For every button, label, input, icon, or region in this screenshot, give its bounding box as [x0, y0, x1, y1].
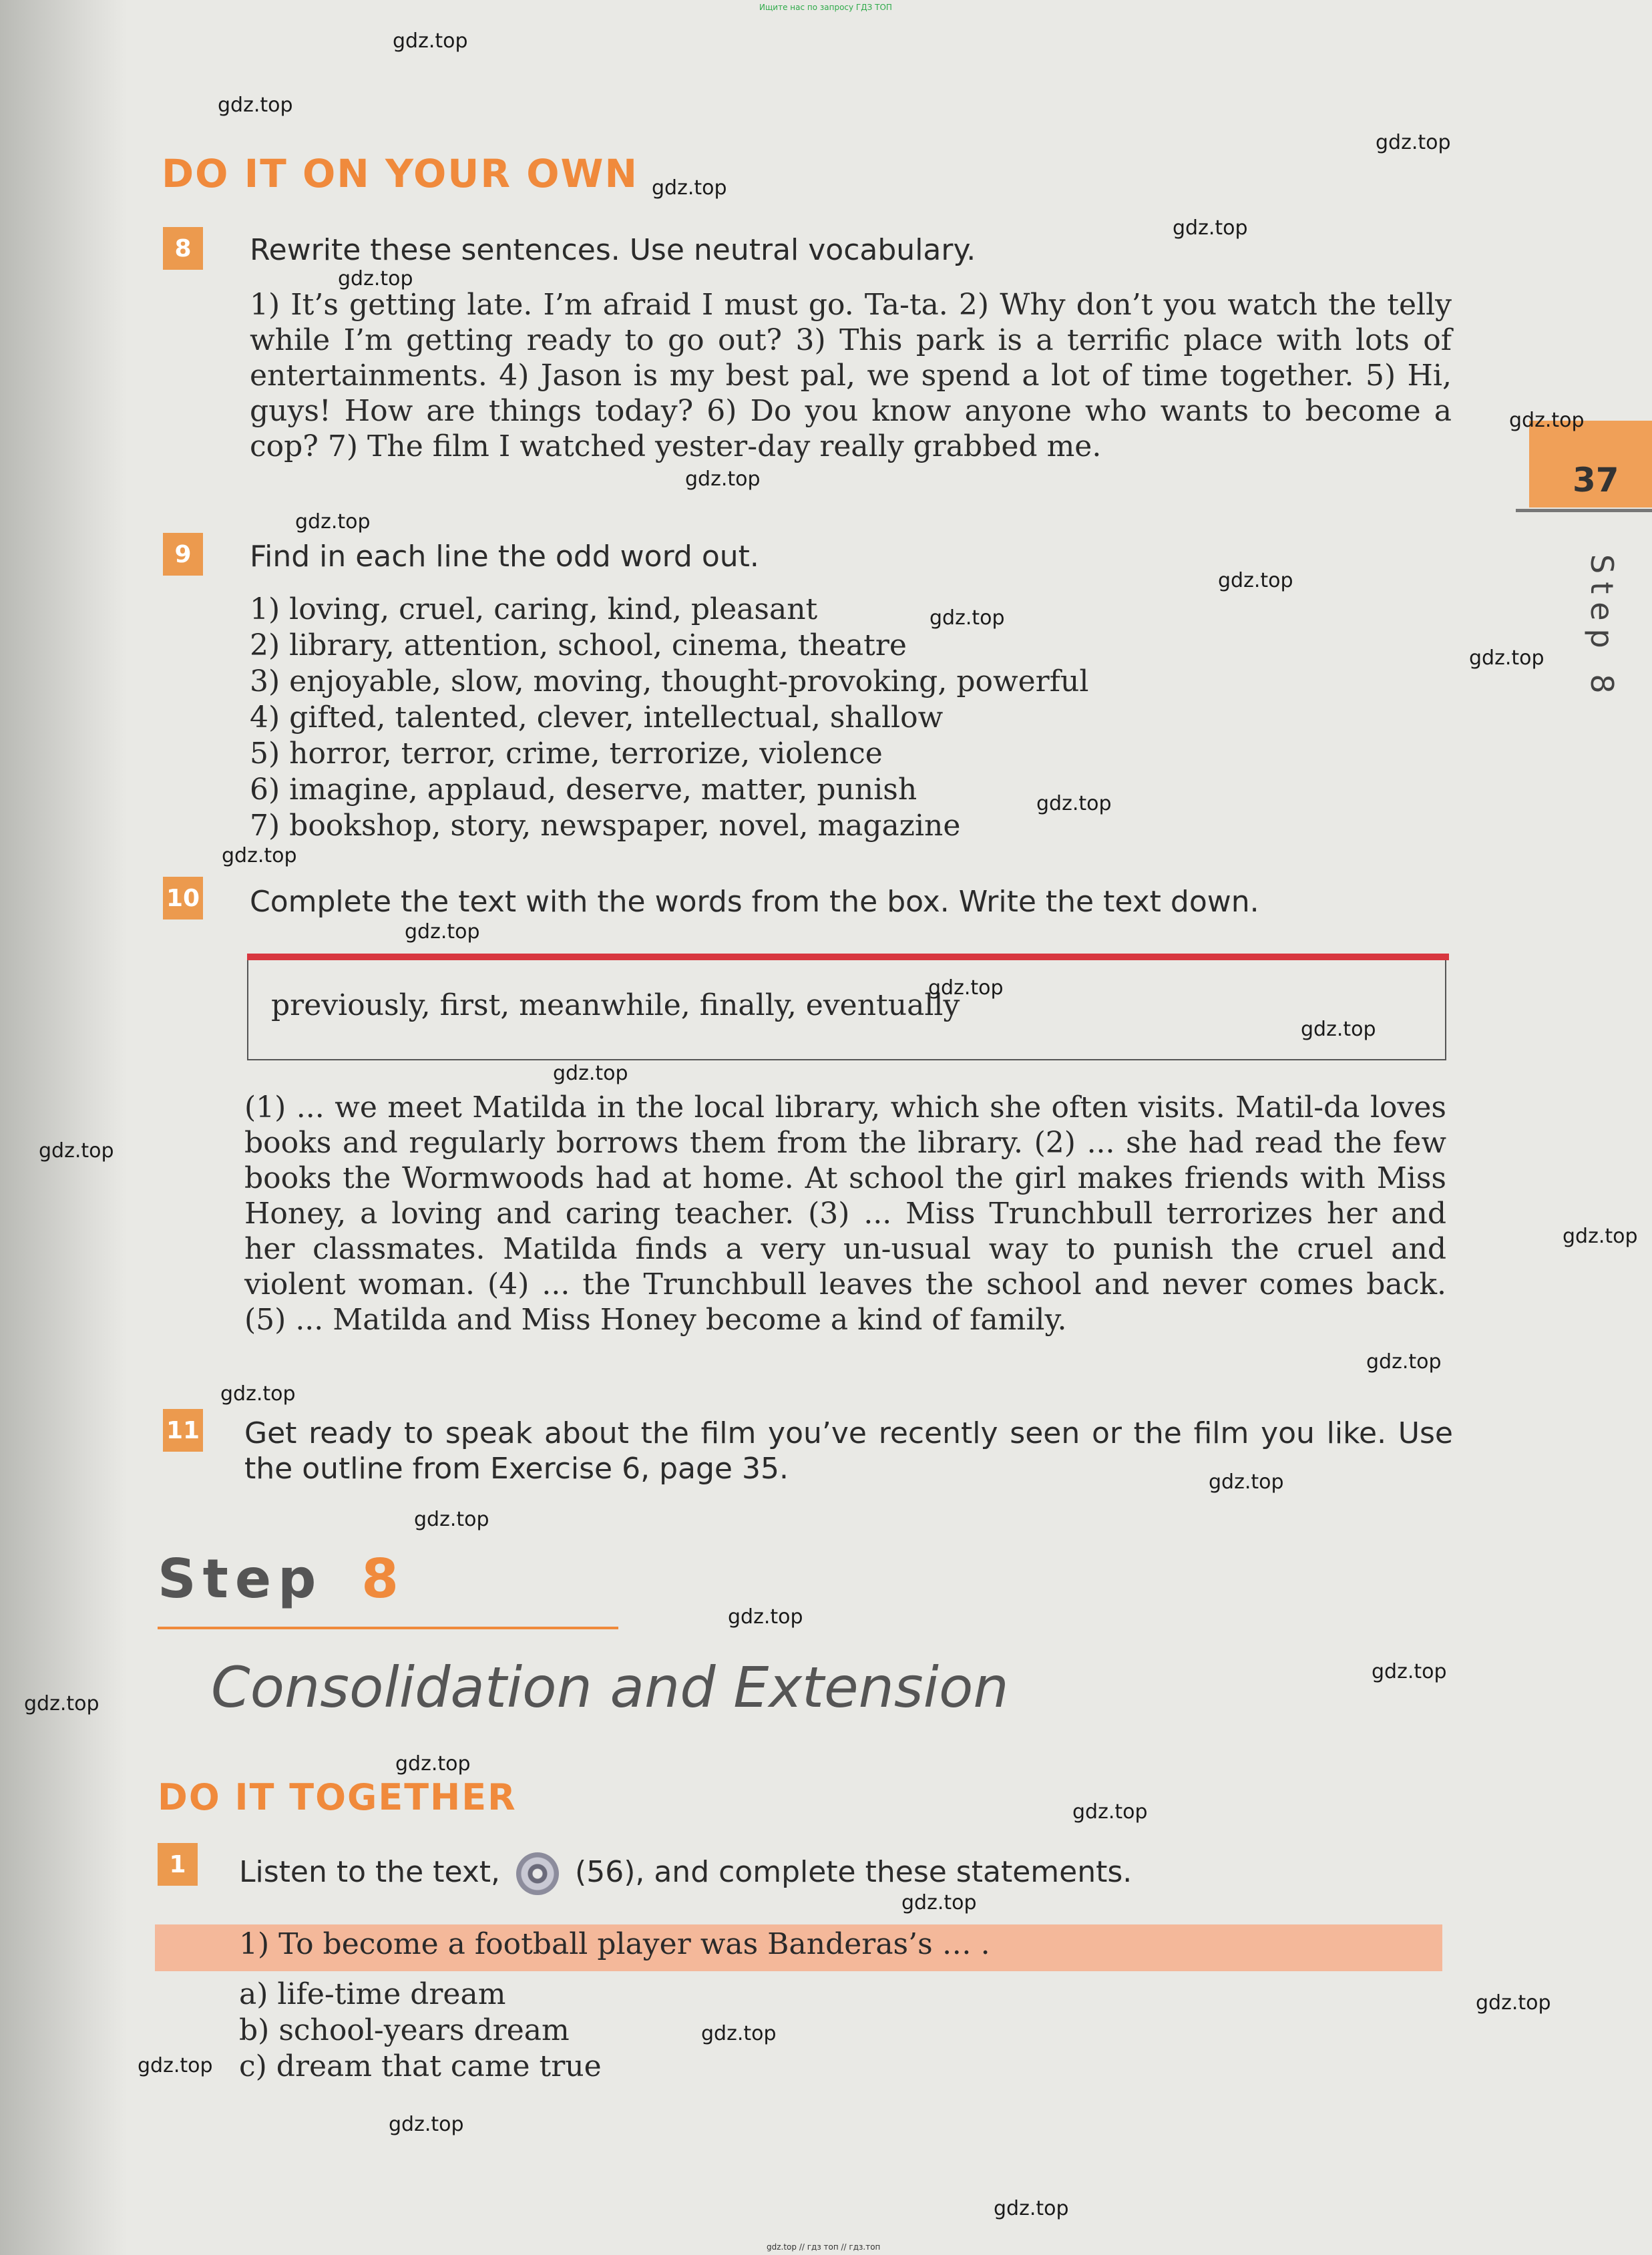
step-title: Consolidation and Extension [211, 1655, 1009, 1720]
watermark: gdz.top [728, 1605, 803, 1629]
word-box-top-rule [247, 954, 1449, 960]
watermark: gdz.top [685, 467, 761, 491]
list-item: 6) imagine, applaud, deserve, matter, punish [250, 773, 917, 807]
watermark: gdz.top [405, 920, 480, 944]
watermark: gdz.top [1509, 409, 1585, 432]
watermark: gdz.top [338, 267, 413, 290]
watermark: gdz.top [930, 606, 1005, 630]
tab-divider [1516, 509, 1652, 512]
list-item: 5) horror, terror, crime, terrorize, violence [250, 737, 883, 771]
page-gutter-shadow [0, 0, 127, 2255]
list-item: 3) enjoyable, slow, moving, thought-provoking, powerful [250, 664, 1089, 698]
word-box [247, 960, 1446, 1060]
exercise-8-text: 1) It’s getting late. I’m afraid I must go. Ta-ta. 2) Why don’t you watch the telly while I’m getting ready to go out? 3) This park is a terrific place with lots of entertainments. 4) Jason is my best pal, we spend a lot of time together. 5) Hi, guys! How are things today? 6) Do you know anyone who wants to become a cop? 7) The film I watched yester-day really grabbed me. [250, 288, 1452, 463]
cd-icon[interactable] [516, 1852, 559, 1895]
exercise-1-options [239, 1977, 602, 2085]
watermark: gdz.top [138, 2054, 213, 2077]
watermark: gdz.top [1072, 1800, 1148, 1824]
side-step-label: Step 8 [1584, 554, 1620, 702]
exercise-1-instruction [239, 1852, 1132, 1895]
step-label [158, 1548, 405, 1610]
watermark: gdz.top [220, 1382, 296, 1406]
watermark: gdz.top [701, 2022, 777, 2045]
watermark: gdz.top [994, 2197, 1069, 2220]
exercise-9-instruction: Find in each line the odd word out. [250, 540, 759, 574]
option-item: c) dream that came true [239, 2049, 602, 2083]
watermark: gdz.top [393, 29, 468, 53]
exercise-10-instruction: Complete the text with the words from the box. Write the text down. [250, 885, 1259, 919]
page-number: 37 [1573, 461, 1619, 499]
watermark: gdz.top [1469, 646, 1544, 670]
watermark: gdz.top [39, 1139, 114, 1163]
watermark: gdz.top [1366, 1350, 1442, 1374]
exercise-11-number: 11 [163, 1409, 203, 1452]
watermark: gdz.top [1173, 216, 1248, 240]
step-number: 8 [361, 1548, 405, 1610]
exercise-8-number: 8 [163, 227, 203, 270]
exercise-1-track: (56), and complete these statements. [575, 1855, 1132, 1889]
top-note[interactable]: Ищите нас по запросу ГДЗ ТОП [759, 3, 892, 12]
list-item: 7) bookshop, story, newspaper, novel, magazine [250, 809, 961, 843]
watermark: gdz.top [1036, 792, 1112, 815]
section-heading-together: DO IT TOGETHER [158, 1776, 517, 1818]
watermark: gdz.top [1476, 1991, 1551, 2015]
watermark: gdz.top [1563, 1225, 1638, 1248]
step-word: Step [158, 1548, 323, 1610]
watermark: gdz.top [218, 93, 293, 117]
list-item: 1) loving, cruel, caring, kind, pleasant [250, 592, 818, 626]
exercise-10-text: (1) ... we meet Matilda in the local library, which she often visits. Matil-da loves books and regularly borrows them from the library. (2) ... she had read the few books the Wormwoods had at home. At school the girl makes friends with Miss Honey, a loving and caring teacher. (3) ... Miss Trunchbull terrorizes her and her classmates. Matilda finds a very un-usual way to punish the cruel and violent woman. (4) ... the Trunchbull leaves the school and never comes back. (5) ... Matilda and Miss Honey become a kind of family. [244, 1090, 1446, 1337]
word-box-words: previously, first, meanwhile, finally, eventually [271, 988, 960, 1022]
watermark: gdz.top [389, 2113, 464, 2136]
exercise-1-instruction-start: Listen to the text, [239, 1855, 501, 1889]
exercise-10-number: 10 [163, 877, 203, 919]
list-item: 4) gifted, talented, clever, intellectual, shallow [250, 700, 944, 735]
watermark: gdz.top [901, 1891, 977, 1914]
option-item: b) school-years dream [239, 2013, 570, 2047]
watermark: gdz.top [395, 1752, 471, 1776]
exercise-9-number: 9 [163, 533, 203, 576]
exercise-11-text: Get ready to speak about the film you’ve recently seen or the film you like. Use the outline from Exercise 6, page 35. [244, 1416, 1453, 1486]
exercise-1-statement: 1) To become a football player was Banderas’s … . [239, 1927, 990, 1961]
option-item: a) life-time dream [239, 1977, 506, 2011]
exercise-8-instruction: Rewrite these sentences. Use neutral vocabulary. [250, 233, 976, 267]
bottom-note[interactable]: gdz.top // гдз топ // гдз.топ [767, 2242, 881, 2252]
step-underline [158, 1627, 618, 1629]
exercise-1-number: 1 [158, 1843, 198, 1886]
list-item: 2) library, attention, school, cinema, theatre [250, 628, 907, 662]
watermark: gdz.top [553, 1062, 628, 1085]
watermark: gdz.top [222, 844, 297, 867]
watermark: gdz.top [928, 976, 1004, 1000]
watermark: gdz.top [1209, 1470, 1284, 1494]
watermark: gdz.top [1218, 569, 1293, 592]
watermark: gdz.top [295, 510, 371, 534]
section-heading-own: DO IT ON YOUR OWN [162, 151, 639, 196]
watermark: gdz.top [1301, 1018, 1376, 1041]
watermark: gdz.top [1376, 131, 1451, 154]
watermark: gdz.top [652, 176, 727, 200]
watermark: gdz.top [1372, 1660, 1447, 1683]
watermark: gdz.top [414, 1508, 489, 1531]
watermark: gdz.top [24, 1692, 99, 1715]
